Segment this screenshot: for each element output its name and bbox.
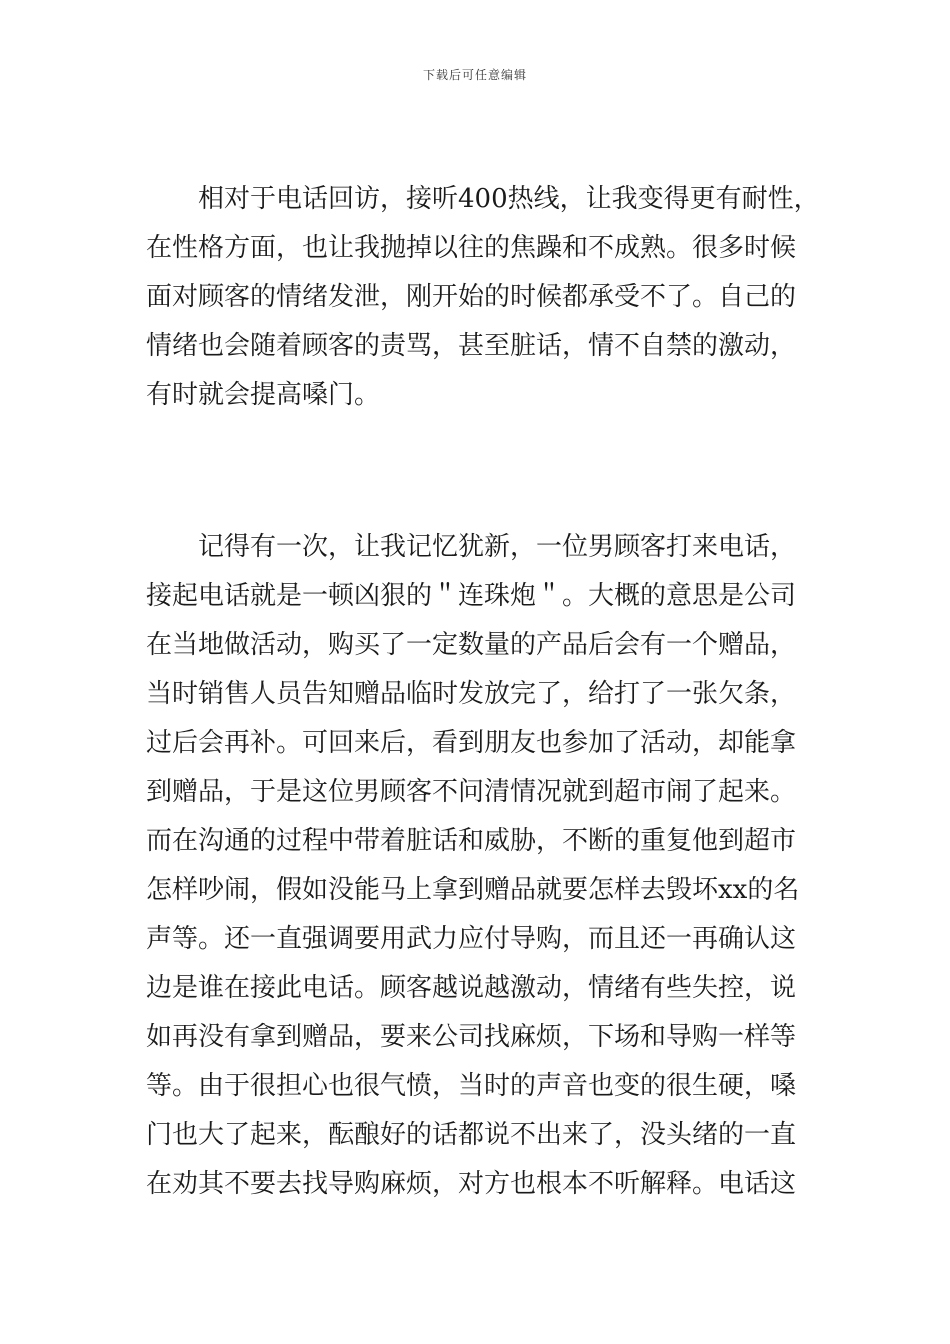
paragraph-line: 边是谁在接此电话。顾客越说越激动，情绪有些失控，说 — [146, 973, 797, 1003]
paragraph-line: 记得有一次，让我记忆犹新，一位男顾客打来电话， — [146, 532, 797, 562]
paragraph-line: 在性格方面，也让我抛掉以往的焦躁和不成熟。很多时候 — [146, 233, 797, 263]
paragraph-line: 而在沟通的过程中带着脏话和威胁，不断的重复他到超市 — [146, 826, 797, 856]
paragraph-line: 在劝其不要去找导购麻烦，对方也根本不听解释。电话这 — [146, 1169, 797, 1199]
paragraph-line: 门也大了起来，酝酿好的话都说不出来了，没头绪的一直 — [146, 1120, 797, 1150]
paragraph-line: 等。由于很担心也很气愤，当时的声音也变的很生硬，嗓 — [146, 1071, 797, 1101]
header-note: 下载后可任意编辑 — [422, 68, 527, 82]
paragraph-line: 有时就会提高嗓门。 — [146, 380, 381, 410]
paragraph-line: 到赠品，于是这位男顾客不问清情况就到超市闹了起来。 — [146, 777, 797, 807]
paragraph-line: 接起电话就是一顿凶狠的＂连珠炮＂。大概的意思是公司 — [146, 581, 797, 611]
paragraph-1 — [146, 175, 820, 420]
paragraph-line: 相对于电话回访，接听400热线，让我变得更有耐性， — [146, 184, 820, 214]
paragraph-line: 在当地做活动，购买了一定数量的产品后会有一个赠品， — [146, 630, 797, 660]
paragraph-2 — [146, 523, 806, 1209]
paragraph-line: 怎样吵闹，假如没能马上拿到赠品就要怎样去毁坏xx的名 — [146, 875, 800, 905]
paragraph-line: 面对顾客的情绪发泄，刚开始的时候都承受不了。自己的 — [146, 282, 797, 312]
paragraph-line: 当时销售人员告知赠品临时发放完了，给打了一张欠条， — [146, 679, 797, 709]
paragraph-line: 过后会再补。可回来后，看到朋友也参加了活动，却能拿 — [146, 728, 797, 758]
paragraph-line: 情绪也会随着顾客的责骂，甚至脏话，情不自禁的激动， — [146, 331, 797, 361]
paragraph-line: 如再没有拿到赠品，要来公司找麻烦，下场和导购一样等 — [146, 1022, 797, 1052]
paragraph-line: 声等。还一直强调要用武力应付导购，而且还一再确认这 — [146, 924, 797, 954]
